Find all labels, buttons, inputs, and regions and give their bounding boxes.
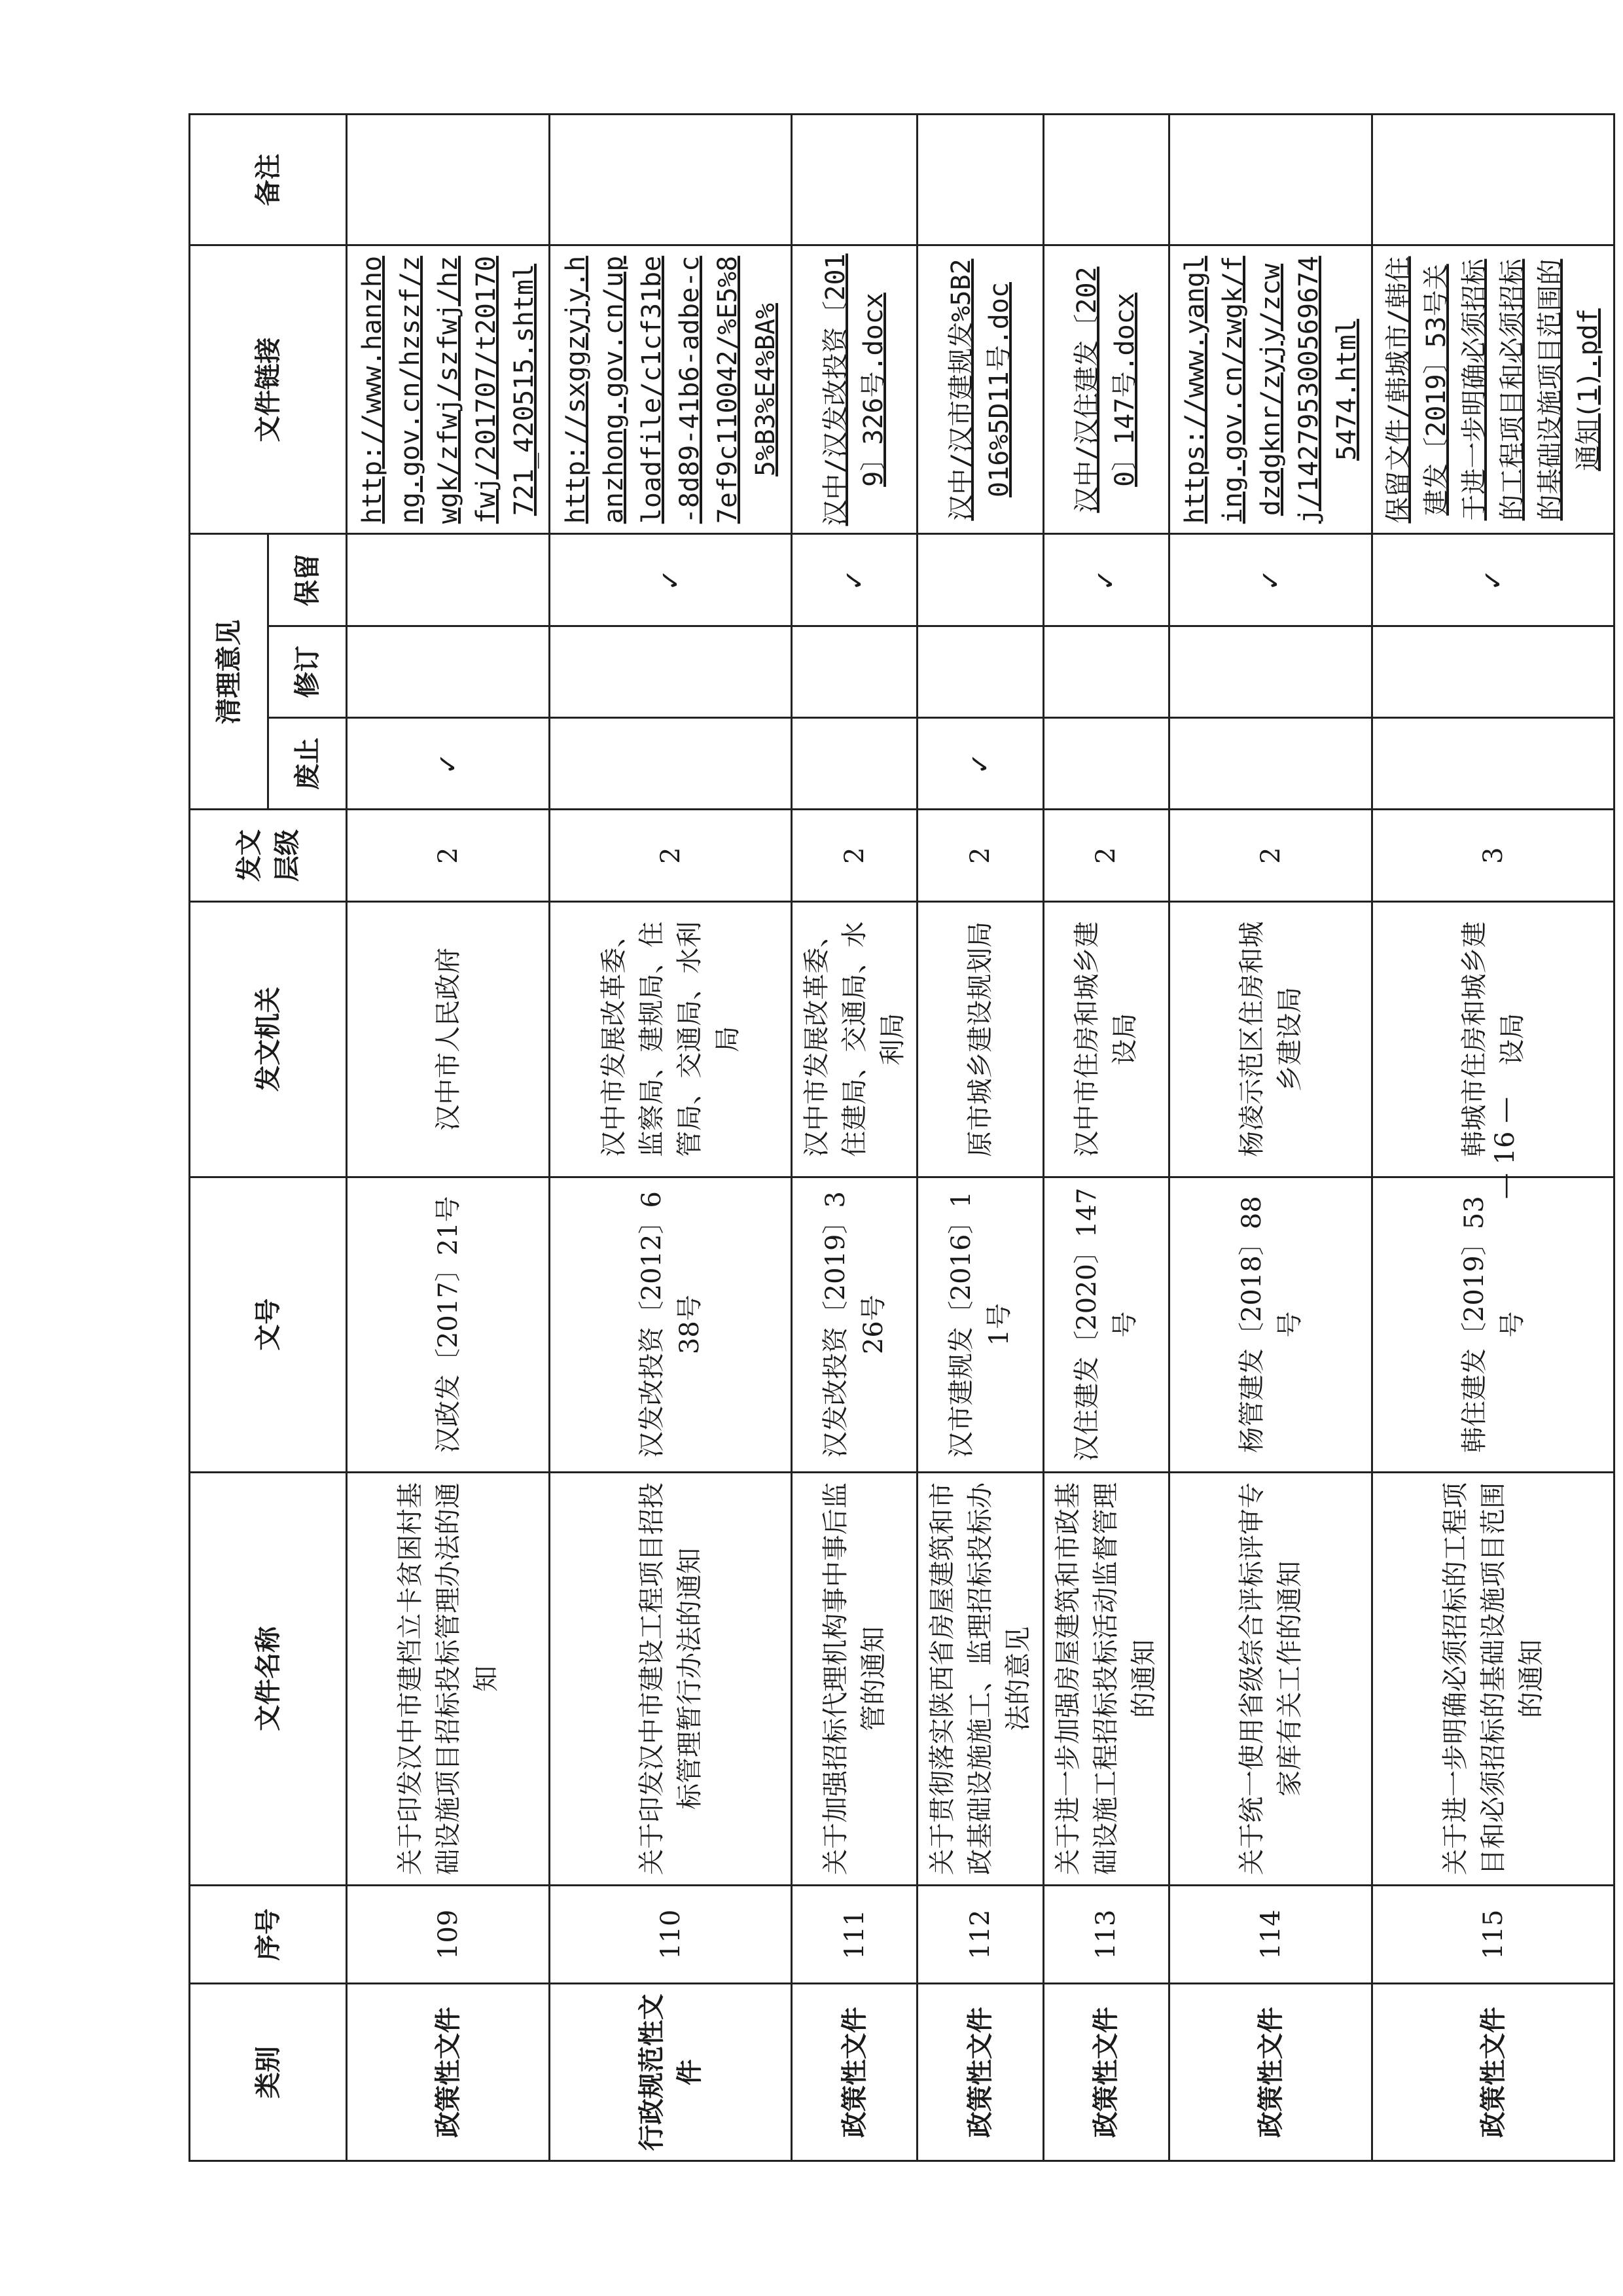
- header-doc-number: 文号: [190, 1177, 347, 1472]
- doc-number-cell: 汉住建发〔2020〕147号: [1043, 1177, 1169, 1472]
- revise-cell: [347, 626, 550, 717]
- doc-number-cell: 杨管建发〔2018〕88号: [1169, 1177, 1372, 1472]
- link-cell[interactable]: [791, 245, 917, 534]
- doc-number-cell: 汉政发〔2017〕21号: [347, 1177, 550, 1472]
- category-cell: 政策性文件: [791, 1984, 917, 2161]
- category-cell: 政策性文件: [1372, 1984, 1614, 2161]
- link-cell[interactable]: [1043, 245, 1169, 534]
- table-row: [918, 115, 1043, 2161]
- level-cell: 2: [1043, 810, 1169, 901]
- category-cell: 政策性文件: [1169, 1984, 1372, 2161]
- index-cell: 114: [1169, 1886, 1372, 1984]
- abolish-cell: [550, 718, 791, 810]
- index-cell: 110: [550, 1886, 791, 1984]
- retain-cell: ✓: [550, 534, 791, 626]
- header-abolish: 废止: [268, 718, 347, 810]
- level-cell: 2: [347, 810, 550, 901]
- table-body: [347, 115, 1614, 2161]
- revise-cell: [918, 626, 1043, 717]
- revise-cell: [1169, 626, 1372, 717]
- index-cell: 109: [347, 1886, 550, 1984]
- table-row: [791, 115, 917, 2161]
- retain-cell: [918, 534, 1043, 626]
- index-cell: 115: [1372, 1886, 1614, 1984]
- file-name-cell: 关于统一使用省级综合评标评审专家库有关工作的通知: [1169, 1472, 1372, 1885]
- issuer-cell: 原市城乡建设规划局: [918, 901, 1043, 1177]
- file-name-cell: 关于印发汉中市建档立卡贫困村基础设施项目招标投标管理办法的通知: [347, 1472, 550, 1885]
- index-cell: 112: [918, 1886, 1043, 1984]
- abolish-cell: [1169, 718, 1372, 810]
- retain-cell: ✓: [1372, 534, 1614, 626]
- doc-number-cell: 汉发改投资〔2012〕638号: [550, 1177, 791, 1472]
- category-cell: 政策性文件: [918, 1984, 1043, 2161]
- link-cell[interactable]: [1169, 245, 1372, 534]
- file-link[interactable]: 汉中/汉发改投资〔2019〕326号.docx: [820, 253, 889, 526]
- file-link[interactable]: http://sxggzyjy.hanzhong.gov.cn/uploadfile/c1cf31be-8d89-41b6-adbe-c7ef9c110042/%E5%85%B3%E4%BA%: [560, 255, 781, 524]
- abolish-cell: [1043, 718, 1169, 810]
- table-row: [1169, 115, 1372, 2161]
- doc-number-cell: 韩住建发〔2019〕53号: [1372, 1177, 1614, 1472]
- level-cell: 2: [550, 810, 791, 901]
- issuer-cell: 汉中市发展改革委、住建局、交通局、水利局: [791, 901, 917, 1177]
- remark-cell: [791, 115, 917, 246]
- file-link[interactable]: https://www.yangling.gov.cn/zwgk/fdzdgknr/zyjy/zcwj/1427953005696745474.html: [1179, 255, 1362, 524]
- remark-cell: [347, 115, 550, 246]
- file-name-cell: 关于进一步加强房屋建筑和市政基础设施工程招标投标活动监督管理的通知: [1043, 1472, 1169, 1885]
- abolish-cell: [791, 718, 917, 810]
- link-cell[interactable]: [347, 245, 550, 534]
- remark-cell: [550, 115, 791, 246]
- level-cell: 2: [1169, 810, 1372, 901]
- issuer-cell: 杨凌示范区住房和城乡建设局: [1169, 901, 1372, 1177]
- retain-cell: [347, 534, 550, 626]
- header-file-name: 文件名称: [190, 1472, 347, 1885]
- header-category: 类别: [190, 1984, 347, 2161]
- revise-cell: [791, 626, 917, 717]
- header-issuer: 发文机关: [190, 901, 347, 1177]
- doc-number-cell: 汉市建规发〔2016〕11号: [918, 1177, 1043, 1472]
- abolish-cell: ✓: [347, 718, 550, 810]
- issuer-cell: 汉中市人民政府: [347, 901, 550, 1177]
- issuer-cell: 汉中市发展改革委、监察局、建规局、住管局、交通局、水利局: [550, 901, 791, 1177]
- table-row: [550, 115, 791, 2161]
- header-remark: 备注: [190, 115, 347, 246]
- policy-document-table: [188, 113, 1615, 2162]
- index-cell: 113: [1043, 1886, 1169, 1984]
- file-name-cell: 关于加强招标代理机构事中事后监管的通知: [791, 1472, 917, 1885]
- remark-cell: [1169, 115, 1372, 246]
- link-cell[interactable]: [550, 245, 791, 534]
- header-revise: 修订: [268, 626, 347, 717]
- page-number: — 16 —: [1490, 1096, 1520, 1200]
- retain-cell: ✓: [791, 534, 917, 626]
- category-cell: 政策性文件: [347, 1984, 550, 2161]
- link-cell[interactable]: [918, 245, 1043, 534]
- retain-cell: ✓: [1043, 534, 1169, 626]
- retain-cell: ✓: [1169, 534, 1372, 626]
- abolish-cell: ✓: [918, 718, 1043, 810]
- link-cell[interactable]: [1372, 245, 1614, 534]
- file-name-cell: 关于进一步明确必须招标的工程项目和必须招标的基础设施项目范围的通知: [1372, 1472, 1614, 1885]
- category-cell: 政策性文件: [1043, 1984, 1169, 2161]
- header-link: 文件链接: [190, 245, 347, 534]
- index-cell: 111: [791, 1886, 917, 1984]
- category-cell: 行政规范性文件: [550, 1984, 791, 2161]
- remark-cell: [1043, 115, 1169, 246]
- file-link[interactable]: 保留文件/韩城市/韩住建发〔2019〕53号关于进一步明确必须招标的工程项目和必须招标的基础设施项目范围的通知(1).pdf: [1383, 256, 1603, 524]
- table-row: [1043, 115, 1169, 2161]
- doc-number-cell: 汉发改投资〔2019〕326号: [791, 1177, 917, 1472]
- header-index: 序号: [190, 1886, 347, 1984]
- file-link[interactable]: 汉中/汉市建规发%5B2016%5D11号.doc: [946, 259, 1014, 521]
- issuer-cell: 韩城市住房和城乡建设局: [1372, 901, 1614, 1177]
- level-cell: 3: [1372, 810, 1614, 901]
- abolish-cell: [1372, 718, 1614, 810]
- file-name-cell: 关于印发汉中市建设工程项目招投标管理暂行办法的通知: [550, 1472, 791, 1885]
- file-name-cell: 关于贯彻落实陕西省房屋建筑和市政基础设施施工、监理招标投标办法的意见: [918, 1472, 1043, 1885]
- header-level: 发文层级: [190, 810, 347, 901]
- header-retain: 保留: [268, 534, 347, 626]
- rotated-table-container: [188, 113, 1615, 2162]
- remark-cell: [918, 115, 1043, 246]
- revise-cell: [550, 626, 791, 717]
- level-cell: 2: [918, 810, 1043, 901]
- remark-cell: [1372, 115, 1614, 246]
- header-opinion: 清理意见: [190, 534, 268, 810]
- revise-cell: [1372, 626, 1614, 717]
- revise-cell: [1043, 626, 1169, 717]
- file-link[interactable]: http://www.hanzhong.gov.cn/hzszf/zwgk/zfwj/szfwj/hzfwj/201707/t20170721_420515.shtml: [357, 255, 539, 524]
- level-cell: 2: [791, 810, 917, 901]
- table-row: [347, 115, 550, 2161]
- file-link[interactable]: 汉中/汉住建发〔2020〕147号.docx: [1072, 266, 1141, 513]
- issuer-cell: 汉中市住房和城乡建设局: [1043, 901, 1169, 1177]
